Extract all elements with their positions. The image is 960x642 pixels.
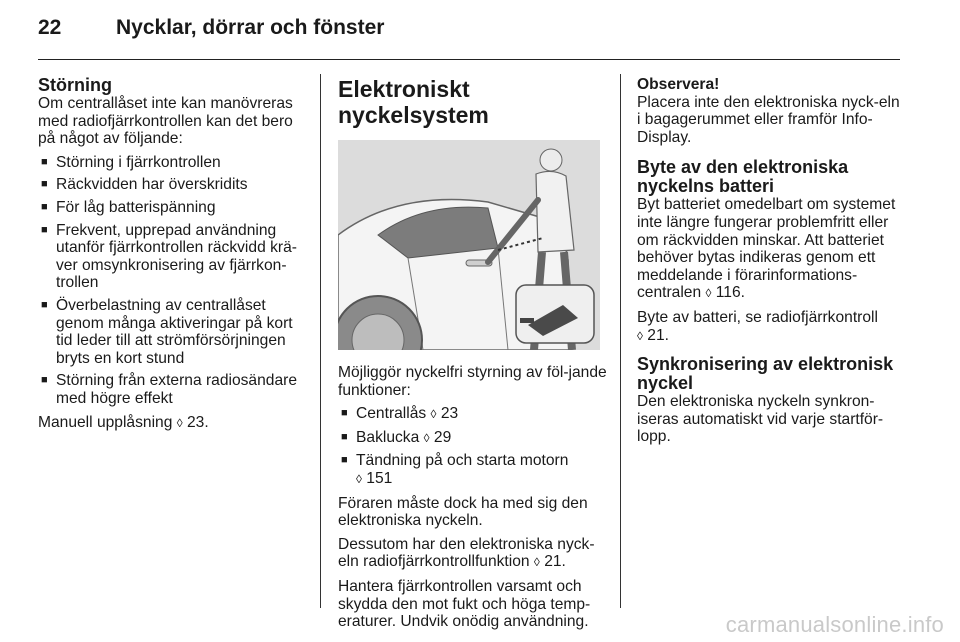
note-text: Placera inte den elektroniska nyck-eln i bagagerummet eller framför Info-Display. bbox=[637, 93, 900, 146]
page-ref-icon: ◊ bbox=[533, 555, 540, 570]
column-divider bbox=[620, 74, 621, 608]
page-ref-icon: ◊ bbox=[637, 328, 643, 343]
bullet-icon: ■ bbox=[41, 374, 48, 387]
page-ref-icon: ◊ bbox=[430, 407, 437, 422]
bullet-icon: ■ bbox=[41, 223, 48, 236]
page-ref-icon: ◊ bbox=[705, 286, 712, 301]
note-box bbox=[637, 76, 907, 146]
column-divider bbox=[320, 74, 321, 608]
section-heading-key-system: Elektroniskt nyckelsystem bbox=[338, 76, 489, 128]
list-item: ■ Överbelastning av centrallåset genom många aktiveringar på kort tid leder till att strömförsörjningen bryts en kort stund bbox=[41, 296, 293, 367]
section-heading-disturbance: Störning bbox=[38, 75, 112, 95]
column-key-system bbox=[338, 76, 610, 637]
key-system-para-1: Föraren måste dock ha med sig den elektroniska nyckeln. bbox=[338, 494, 588, 530]
disturbance-list bbox=[38, 154, 308, 408]
note-title: Observera! bbox=[637, 76, 720, 93]
list-item: ■ Frekvent, upprepad användning utanför fjärrkontrollen räckvidd krä-ver omsynkronisering av fjärrkon-trollen bbox=[41, 221, 297, 292]
car-illustration-svg bbox=[338, 140, 600, 350]
bullet-icon: ■ bbox=[341, 430, 348, 443]
page-header bbox=[38, 16, 384, 40]
bullet-icon: ■ bbox=[341, 454, 348, 467]
column-battery bbox=[637, 76, 907, 452]
column-disturbance bbox=[38, 76, 308, 438]
disturbance-intro: Om centrallåset inte kan manövreras med radiofjärrkontrollen kan det bero på något av följande: bbox=[38, 95, 293, 148]
bullet-icon: ■ bbox=[41, 200, 48, 213]
page-number: 22 bbox=[38, 16, 62, 39]
bullet-icon: ■ bbox=[41, 298, 48, 311]
bullet-icon: ■ bbox=[41, 155, 48, 168]
list-item: ■ Störning från externa radiosändare med högre effekt bbox=[41, 372, 297, 407]
page-ref[interactable]: 116. bbox=[715, 284, 745, 302]
page-ref[interactable]: 23 bbox=[440, 405, 459, 423]
list-item: ■ Räckvidden har överskridits bbox=[41, 176, 248, 194]
key-system-para-2: Dessutom har den elektroniska nyck-eln radiofjärrkontrollfunktion ◊ 21. bbox=[338, 535, 595, 571]
key-system-para-3: Hantera fjärrkontrollen varsamt och skydda den mot fukt och höga temp-eraturer. Undvik onödig användning. bbox=[338, 577, 591, 631]
page-ref[interactable]: 21. bbox=[647, 326, 669, 344]
watermark: carmanualsonline.info bbox=[725, 612, 944, 637]
manual-unlock-text: Manuell upplåsning ◊ 23. bbox=[38, 413, 209, 431]
page-ref-icon: ◊ bbox=[423, 430, 430, 445]
page-ref[interactable]: 29 bbox=[433, 428, 452, 446]
battery-para-2: Byte av batteri, se radiofjärrkontroll ◊ 21. bbox=[637, 308, 878, 344]
list-item: ■ Tändning på och starta motorn ◊ 151 bbox=[341, 452, 569, 487]
sync-para: Den elektroniska nyckeln synkron-iseras automatiskt vid varje startför-lopp. bbox=[637, 393, 884, 446]
page-title: Nycklar, dörrar och fönster bbox=[116, 16, 385, 39]
bullet-icon: ■ bbox=[341, 407, 348, 420]
header-rule bbox=[38, 59, 900, 60]
list-item: ■ Baklucka ◊ 29 bbox=[341, 428, 452, 446]
page-ref[interactable]: 21. bbox=[544, 553, 566, 571]
section-heading-battery: Byte av den elektroniska nyckelns batteri bbox=[637, 157, 849, 197]
car-key-illustration bbox=[338, 140, 600, 350]
manual-unlock-ref[interactable]: 23. bbox=[187, 413, 209, 431]
page-ref[interactable]: 151 bbox=[366, 469, 393, 487]
section-heading-sync: Synkronisering av elektronisk nyckel bbox=[637, 354, 894, 394]
key-system-intro: Möjliggör nyckelfri styrning av föl-jande funktioner: bbox=[338, 364, 607, 399]
page-ref-icon: ◊ bbox=[176, 415, 183, 430]
page-ref-icon: ◊ bbox=[356, 471, 362, 486]
list-item: ■ Centrallås ◊ 23 bbox=[341, 405, 459, 423]
battery-para-1: Byt batteriet omedelbart om systemet inte längre fungerar problemfritt eller om räckvidden minskar. Att batteriet behöver bytas indikeras genom ett meddelande i förarinformations-centralen ◊ 116. bbox=[637, 196, 896, 302]
key-system-functions-list bbox=[338, 405, 610, 488]
bullet-icon: ■ bbox=[41, 178, 48, 191]
list-item: ■ Störning i fjärrkontrollen bbox=[41, 153, 221, 171]
list-item: ■ För låg batterispänning bbox=[41, 198, 216, 216]
